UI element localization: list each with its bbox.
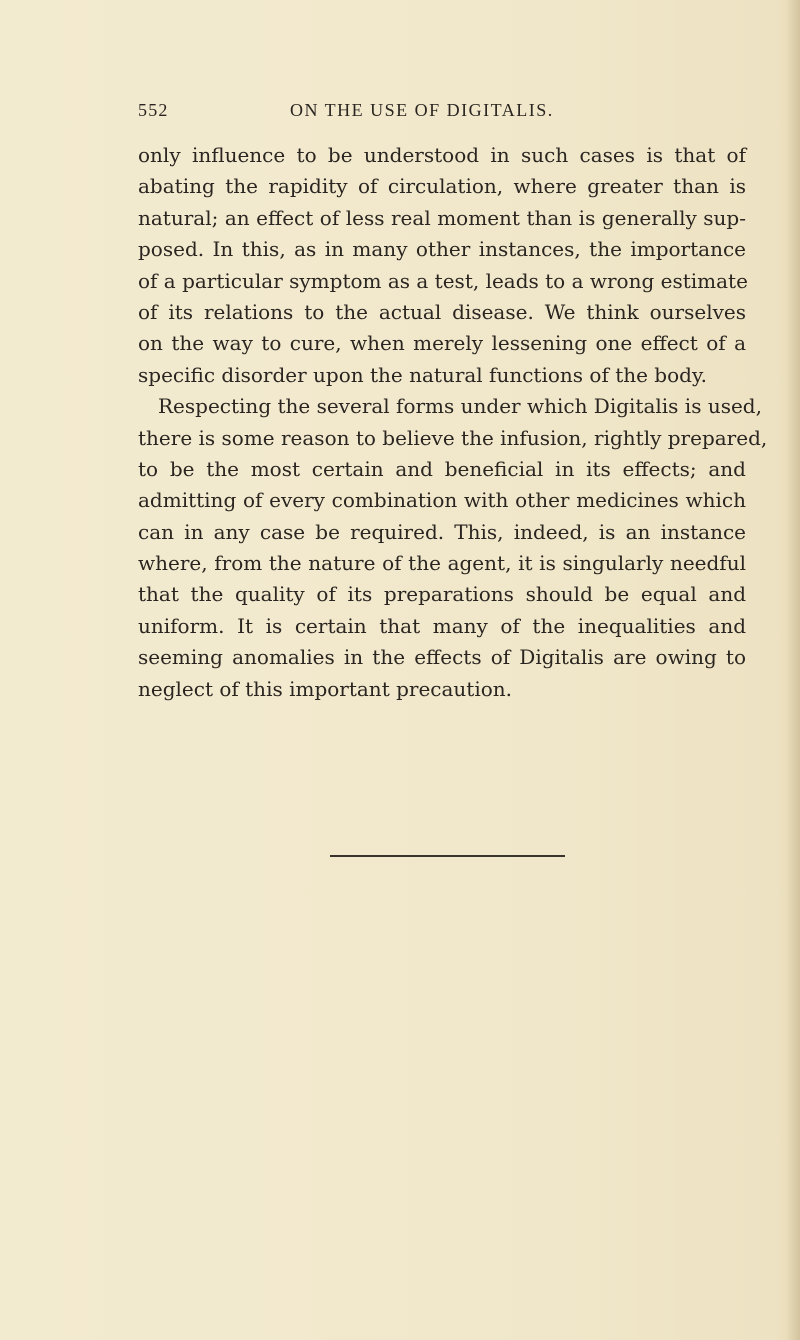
text-line: where, from the nature of the agent, it is singularly needful (138, 551, 746, 576)
text-line: uniform. It is certain that many of the inequalities and (138, 613, 746, 638)
text-line: abating the rapidity of circulation, where greater than is (138, 174, 746, 199)
text-line: of its relations to the actual disease. We think ourselves (138, 299, 746, 324)
text-line: admitting of every combination with other medicines which (138, 488, 746, 513)
text-line: natural; an effect of less real moment than is generally sup- (138, 205, 746, 230)
text-line: to be the most certain and beneficial in its effects; and (138, 456, 746, 481)
text-line: Respecting the several forms under which Digitalis is used, (158, 394, 762, 419)
page-number: 552 (138, 100, 169, 120)
text-line: posed. In this, as in many other instances, the importance (138, 237, 746, 262)
text-line: of a particular symptom as a test, leads to a wrong estimate (138, 268, 748, 293)
running-head: ON THE USE OF DIGITALIS. (290, 100, 554, 120)
text-line: there is some reason to believe the infusion, rightly prepared, (138, 425, 768, 450)
text-line: neglect of this important precaution. (138, 676, 513, 701)
text-line: can in any case be required. This, indeed, is an instance (138, 519, 746, 544)
text-line: on the way to cure, when merely lessening one effect of a (138, 331, 746, 356)
body-text (138, 140, 768, 705)
text-line: seeming anomalies in the effects of Digitalis are owing to (138, 645, 746, 670)
page-edge-shadow (786, 0, 800, 1340)
text-line: that the quality of its preparations should be equal and (138, 582, 746, 607)
text-line: only influence to be understood in such cases is that of (138, 143, 746, 167)
page-header (138, 100, 718, 130)
section-rule (330, 855, 565, 857)
text-line: specific disorder upon the natural functions of the body. (138, 362, 707, 387)
